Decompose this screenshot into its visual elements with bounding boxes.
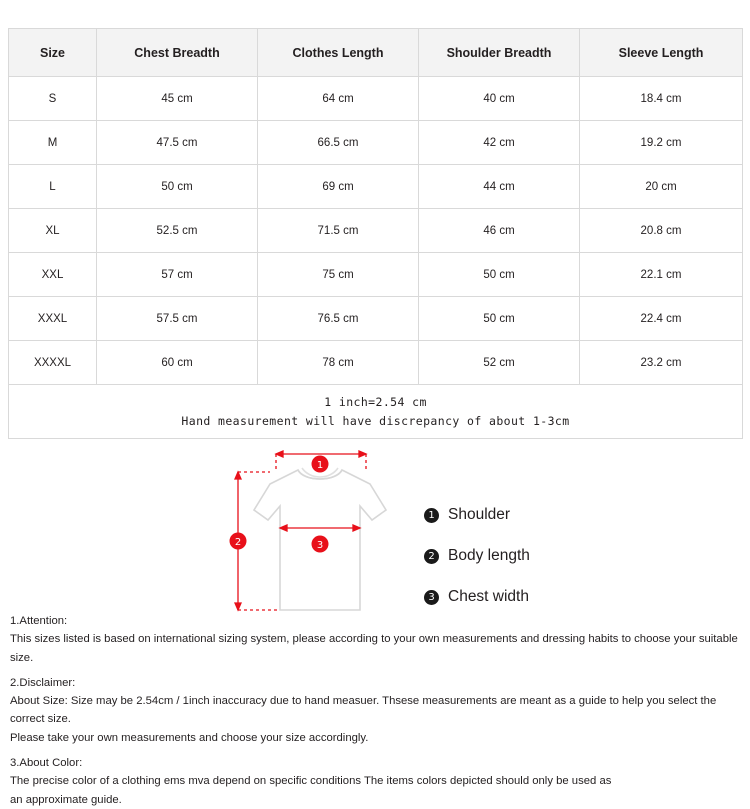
cell-size: S — [9, 77, 97, 121]
marker-shoulder — [312, 456, 329, 473]
cell-shoulder-breadth: 40 cm — [419, 77, 580, 121]
cell-chest-breadth: 47.5 cm — [97, 121, 258, 165]
table-row — [9, 121, 743, 165]
cell-sleeve-length: 19.2 cm — [580, 121, 743, 165]
cell-clothes-length: 69 cm — [258, 165, 419, 209]
legend-number-icon: 3 — [424, 590, 439, 605]
footnote-line-discrepancy: Hand measurement will have discrepancy of about 1-3cm — [181, 413, 570, 428]
column-header-clothes-length: Clothes Length — [258, 29, 419, 77]
disclaimer-heading: 2.Disclaimer: — [10, 676, 76, 689]
table-body — [9, 77, 743, 439]
legend-number-icon: 1 — [424, 508, 439, 523]
marker-chest-width-number: 3 — [316, 540, 324, 551]
marker-body-length-number: 2 — [234, 537, 242, 548]
cell-clothes-length: 76.5 cm — [258, 297, 419, 341]
legend-label-shoulder: Shoulder — [448, 506, 511, 523]
cell-shoulder-breadth: 50 cm — [419, 297, 580, 341]
marker-body-length — [230, 533, 247, 550]
cell-size: XXXXL — [9, 341, 97, 385]
table-header-row — [9, 29, 743, 77]
column-header-size: Size — [9, 29, 97, 77]
column-header-chest-breadth: Chest Breadth — [97, 29, 258, 77]
table-row — [9, 165, 743, 209]
cell-clothes-length: 75 cm — [258, 253, 419, 297]
cell-sleeve-length: 22.4 cm — [580, 297, 743, 341]
cell-sleeve-length: 20 cm — [580, 165, 743, 209]
cell-sleeve-length: 20.8 cm — [580, 209, 743, 253]
table-row — [9, 77, 743, 121]
legend-item-shoulder — [424, 503, 644, 527]
cell-size: L — [9, 165, 97, 209]
cell-shoulder-breadth: 50 cm — [419, 253, 580, 297]
color-line-2: an approximate guide. — [10, 793, 122, 806]
cell-chest-breadth: 50 cm — [97, 165, 258, 209]
cell-chest-breadth: 57.5 cm — [97, 297, 258, 341]
legend-item-body-length — [424, 544, 644, 568]
measurement-footnote — [9, 385, 743, 439]
cell-shoulder-breadth: 46 cm — [419, 209, 580, 253]
table-row — [9, 253, 743, 297]
legend-number-icon: 2 — [424, 549, 439, 564]
cell-chest-breadth: 57 cm — [97, 253, 258, 297]
cell-size: XL — [9, 209, 97, 253]
cell-size: M — [9, 121, 97, 165]
legend-label-body-length: Body length — [448, 547, 530, 564]
footer-notes — [10, 612, 742, 809]
cell-clothes-length: 64 cm — [258, 77, 419, 121]
cell-chest-breadth: 52.5 cm — [97, 209, 258, 253]
table-header — [9, 29, 743, 77]
attention-heading: 1.Attention: — [10, 615, 68, 627]
marker-chest-width — [312, 536, 329, 553]
size-chart-table — [8, 28, 743, 439]
cell-sleeve-length: 22.1 cm — [580, 253, 743, 297]
table-row — [9, 209, 743, 253]
color-heading: 3.About Color: — [10, 757, 83, 770]
cell-clothes-length: 71.5 cm — [258, 209, 419, 253]
cell-chest-breadth: 45 cm — [97, 77, 258, 121]
diagram-legend — [424, 503, 644, 626]
disclaimer-line-2: Please take your own measurements and choose your size accordingly. — [10, 731, 369, 744]
cell-size: XXL — [9, 253, 97, 297]
cell-clothes-length: 66.5 cm — [258, 121, 419, 165]
cell-size: XXXL — [9, 297, 97, 341]
marker-shoulder-number: 1 — [316, 460, 324, 471]
column-header-sleeve-length: Sleeve Length — [580, 29, 743, 77]
footnote-line-inch: 1 inch=2.54 cm — [324, 394, 427, 409]
chest-width-arrow — [280, 525, 360, 531]
table-row — [9, 341, 743, 385]
cell-chest-breadth: 60 cm — [97, 341, 258, 385]
cell-shoulder-breadth: 42 cm — [419, 121, 580, 165]
color-line-1: The precise color of a clothing ems mva depend on specific conditions The items colors depicted should only be used as — [10, 775, 612, 788]
column-header-shoulder-breadth: Shoulder Breadth — [419, 29, 580, 77]
legend-label-chest-width: Chest width — [448, 588, 529, 605]
cell-sleeve-length: 23.2 cm — [580, 341, 743, 385]
cell-shoulder-breadth: 52 cm — [419, 341, 580, 385]
cell-clothes-length: 78 cm — [258, 341, 419, 385]
size-chart-table-wrapper — [8, 28, 742, 439]
legend-item-chest-width — [424, 585, 644, 609]
disclaimer-line-1: About Size: Size may be 2.54cm / 1inch inaccuracy due to hand measuer. Thsese measurements are meant as a guide to help you select the correct size. — [10, 695, 717, 726]
cell-shoulder-breadth: 44 cm — [419, 165, 580, 209]
attention-text: This sizes listed is based on international sizing system, please according to your own measurements and dressing habits to choose your suitable size. — [10, 633, 738, 664]
cell-sleeve-length: 18.4 cm — [580, 77, 743, 121]
table-footnote-row — [9, 385, 743, 439]
table-row — [9, 297, 743, 341]
